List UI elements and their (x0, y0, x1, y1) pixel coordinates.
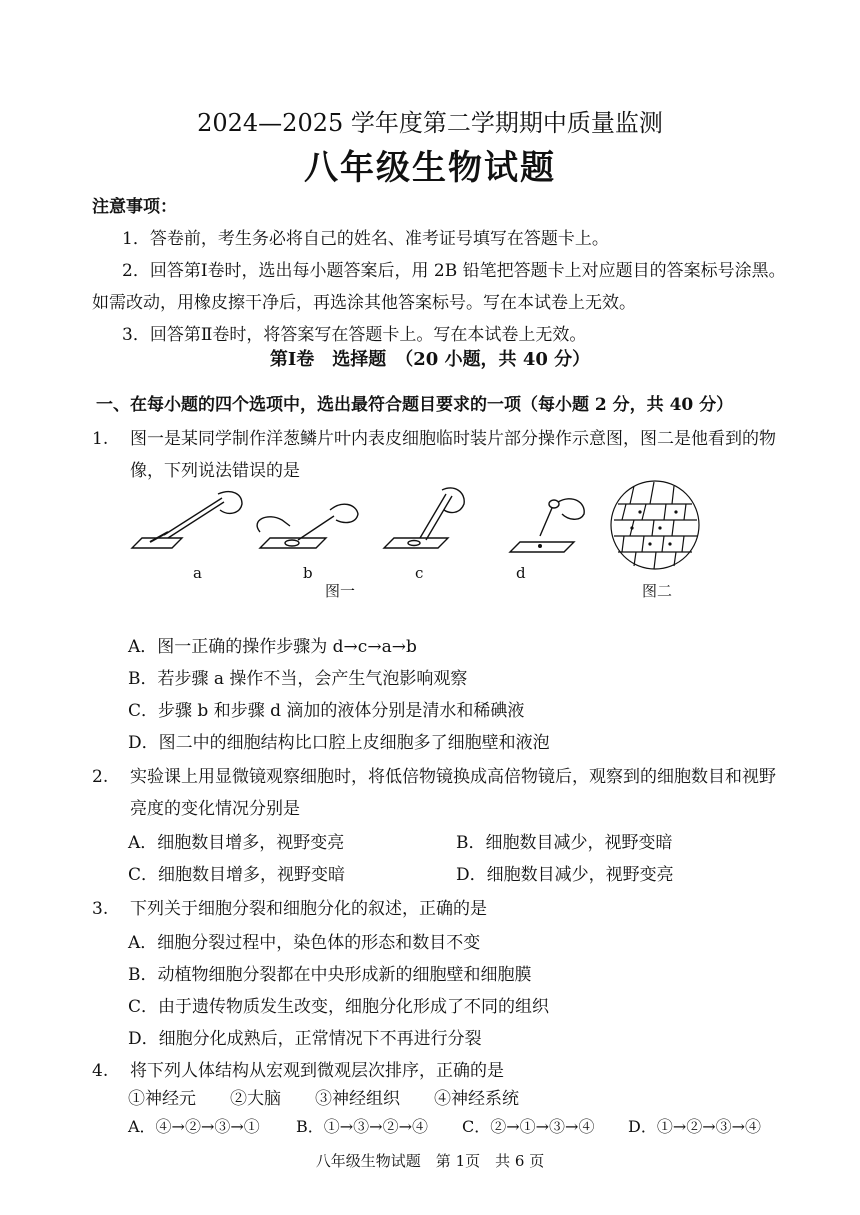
question-4-option-b: B．①→③→②→④ (296, 1117, 428, 1136)
figure-1-caption: 图一 (325, 582, 356, 600)
notice-item-2: 2．回答第Ⅰ卷时，选出每小题答案后，用 2B 铅笔把答题卡上对应题目的答案标号涂黑。 (122, 261, 786, 281)
question-stem-line: 实验课上用显微镜观察细胞时，将低倍物镜换成高倍物镜后，观察到的细胞数目和视野 (130, 767, 776, 787)
question-stem-line: 下列关于细胞分裂和细胞分化的叙述，正确的是 (130, 899, 487, 919)
question-2-option-d: D．细胞数目减少，视野变亮 (456, 865, 674, 885)
question-1-stem-cont: 像，下列说法错误的是 (130, 461, 300, 481)
question-stem-line: 图一是某同学制作洋葱鳞片叶内表皮细胞临时装片部分操作示意图，图二是他看到的物 (130, 429, 776, 449)
section-title: 第Ⅰ卷 选择题 （20 小题，共 40 分） (269, 349, 591, 370)
question-3-option-b: B．动植物细胞分裂都在中央形成新的细胞壁和细胞膜 (128, 965, 532, 985)
question-2-option-c: C．细胞数目增多，视野变暗 (128, 865, 346, 885)
question-2-option-a: A．细胞数目增多，视野变亮 (128, 833, 345, 853)
question-4-option-d: D．①→②→③→④ (628, 1117, 762, 1136)
question-4-stem (92, 1056, 504, 1081)
question-4-option-c: C．②→①→③→④ (462, 1117, 595, 1136)
notice-heading: 注意事项： (92, 197, 177, 217)
notice-item-3: 3．回答第Ⅱ卷时，将答案写在答题卡上。写在本试卷上无效。 (122, 325, 587, 345)
question-2-option-b: B．细胞数目减少，视野变暗 (456, 833, 673, 853)
question-number: 3. (92, 899, 109, 919)
question-1-option-c: C．步骤 b 和步骤 d 滴加的液体分别是清水和稀碘液 (128, 701, 525, 721)
question-1-option-b: B．若步骤 a 操作不当，会产生气泡影响观察 (128, 669, 468, 689)
question-3-option-a: A．细胞分裂过程中，染色体的形态和数目不变 (128, 933, 481, 953)
question-4-items: ①神经元 ②大脑 ③神经组织 ④神经系统 (128, 1089, 519, 1109)
question-2-stem (92, 762, 776, 787)
section-instruction: 一、在每小题的四个选项中，选出最符合题目要求的一项（每小题 2 分，共 40 分） (96, 395, 734, 415)
question-3-option-c: C．由于遗传物质发生改变，细胞分化形成了不同的组织 (128, 997, 550, 1017)
question-number: 2. (92, 767, 109, 787)
notice-item-1: 1．答卷前，考生务必将自己的姓名、准考证号填写在答题卡上。 (122, 229, 609, 249)
exam-subtitle: 八年级生物试题 (304, 148, 556, 188)
figure-step-label: c (415, 564, 424, 582)
question-1-figure (120, 480, 720, 600)
question-stem-line: 将下列人体结构从宏观到微观层次排序，正确的是 (130, 1061, 504, 1081)
figure-step-label: d (516, 564, 526, 582)
figure-step-label: a (193, 564, 202, 582)
question-4-option-a: A．④→②→③→① (128, 1117, 260, 1136)
question-1-stem (92, 424, 776, 449)
question-3-stem (92, 894, 487, 919)
figure-2-caption: 图二 (642, 582, 673, 600)
question-2-stem-cont: 亮度的变化情况分别是 (130, 799, 300, 819)
question-1-option-d: D．图二中的细胞结构比口腔上皮细胞多了细胞壁和液泡 (128, 733, 550, 753)
exam-title: 2024—2025 学年度第二学期期中质量监测 (197, 109, 663, 137)
question-1-option-a: A．图一正确的操作步骤为 d→c→a→b (128, 637, 417, 657)
page-footer: 八年级生物试题 第 1页 共 6 页 (315, 1152, 545, 1170)
question-number: 1. (92, 429, 109, 449)
figure-illustration (120, 480, 720, 600)
notice-item-2-cont: 如需改动，用橡皮擦干净后，再选涂其他答案标号。写在本试卷上无效。 (92, 293, 636, 313)
question-number: 4. (92, 1061, 109, 1081)
question-3-option-d: D．细胞分化成熟后，正常情况下不再进行分裂 (128, 1029, 482, 1049)
figure-step-label: b (303, 564, 313, 582)
